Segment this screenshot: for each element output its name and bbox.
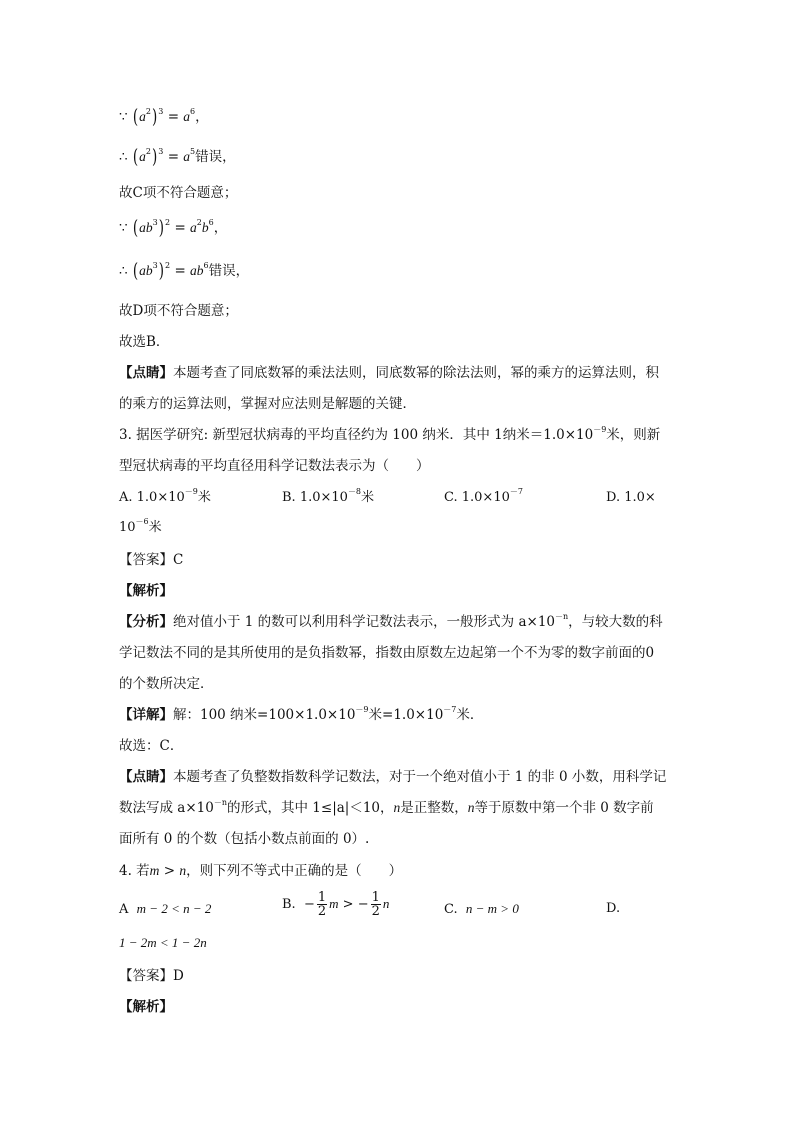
exponent: －n <box>213 798 227 807</box>
denominator: 2 <box>371 904 380 919</box>
exponent: 2 <box>165 261 171 270</box>
option-math: 1 − 2m < 1 − 2n <box>119 935 207 950</box>
option-label: B. <box>282 897 296 912</box>
minus: − <box>303 897 315 912</box>
var-ab: ab <box>190 263 204 278</box>
fraction <box>371 891 381 918</box>
exponent: 6 <box>203 261 209 270</box>
dianjing-text: 等于原数中第一个非 0 数字前 <box>474 800 654 816</box>
therefore-symbol: ∴ <box>119 263 128 279</box>
dianjing-1 <box>119 364 659 382</box>
q4-text: 4. 若 <box>119 863 150 879</box>
q3-option-b <box>282 489 374 507</box>
var-n: n <box>179 863 187 878</box>
paren-close: ) <box>158 216 165 240</box>
therefore-symbol: ∴ <box>119 149 128 165</box>
fraction <box>317 891 327 918</box>
var-a: a <box>183 109 191 124</box>
option-label: C. <box>444 902 458 917</box>
var-a: a <box>190 220 197 235</box>
exponent: 3 <box>158 147 164 156</box>
var-m: m <box>329 896 339 911</box>
punct: 错误， <box>195 149 236 165</box>
paren-open: ( <box>132 216 139 240</box>
gt: > <box>159 863 180 879</box>
line-choose-b: 故选B． <box>119 334 170 350</box>
q3-dianjing-3: 面所有 0 的个数（包括小数点前面的 0）. <box>119 831 370 847</box>
equals: = <box>174 220 186 236</box>
line-d-not-match: 故D项不符合题意； <box>119 303 238 319</box>
q4-stem <box>119 862 402 880</box>
q3-fenxi-1 <box>119 613 663 631</box>
option-unit: 米 <box>148 520 162 535</box>
dianjing-text: 数法写成 a×10 <box>119 800 214 816</box>
q3-text-end: 米，则新 <box>606 427 661 443</box>
paren-open: ( <box>132 259 139 283</box>
q4-answer: 【答案】D <box>119 968 184 984</box>
exponent: －n <box>555 612 569 621</box>
q4-analysis: 【解析】 <box>119 999 173 1015</box>
q4-text-end: ，则下列不等式中正确的是（ ） <box>186 863 403 879</box>
exponent: 2 <box>165 218 171 227</box>
fenxi-text-end: ，与较大数的科 <box>568 614 663 630</box>
tag-fenxi: 【分析】 <box>119 614 173 630</box>
punct: 错误， <box>208 263 250 279</box>
q3-text: 3. 据医学研究: 新型冠状病毒的平均直径约为 100 纳米．其中 1纳米＝1.0×10 <box>119 427 594 443</box>
option-text: C. 1.0×10 <box>444 490 510 505</box>
equals: = <box>167 149 179 165</box>
exponent: －8 <box>347 487 362 496</box>
option-text: B. 1.0×10 <box>282 490 348 505</box>
dianjing-text: 是正整数， <box>400 800 468 816</box>
proof-line-2 <box>119 145 236 169</box>
var-a: a <box>183 149 191 164</box>
var-b: b <box>201 220 209 235</box>
numerator: 1 <box>317 890 327 905</box>
because-symbol: ∵ <box>119 220 128 236</box>
tag-xiangjie: 【详解】 <box>119 707 173 723</box>
var-a: a <box>139 149 146 164</box>
q3-option-a <box>119 489 211 507</box>
q3-analysis: 【解析】 <box>119 583 173 599</box>
q3-guxuan: 故选：C． <box>119 738 184 754</box>
exponent: 2 <box>196 218 202 227</box>
option-math: m − 2 < n − 2 <box>136 901 212 916</box>
exponent: 3 <box>152 218 158 227</box>
exponent: 6 <box>208 218 214 227</box>
exponent: 6 <box>190 107 196 116</box>
q4-option-d <box>119 934 207 953</box>
exponent: －9 <box>593 425 607 434</box>
paren-close: ) <box>152 105 158 129</box>
exponent: 3 <box>152 261 158 270</box>
numerator: 1 <box>371 890 380 905</box>
exponent: －7 <box>443 705 457 714</box>
var-ab: ab <box>139 263 153 278</box>
paren-close: ) <box>152 145 158 169</box>
dianjing-text: 本题考查了负整数指数科学记数法，对于一个绝对值小于 1 的非 0 小数，用科学记 <box>173 769 667 785</box>
option-text: A. 1.0×10 <box>119 490 185 505</box>
paren-open: ( <box>132 105 139 129</box>
q4-option-b <box>282 891 389 918</box>
var-ab: ab <box>139 220 153 235</box>
proof-line-4 <box>119 216 228 240</box>
proof-line-5 <box>119 259 250 283</box>
q4-option-a <box>119 900 211 919</box>
xiangjie-end: 米． <box>456 707 484 723</box>
exponent: 5 <box>190 147 196 156</box>
q3-stem-1 <box>119 426 660 444</box>
proof-line-1 <box>119 105 209 129</box>
paren-close: ) <box>158 259 165 283</box>
option-unit: 米 <box>197 490 211 505</box>
q3-dianjing-2 <box>119 799 654 817</box>
line-c-not-match: 故C项不符合题意； <box>119 185 238 201</box>
tag-dianjing: 【点睛】 <box>119 769 173 785</box>
dianjing-text: 的形式，其中 1≤|a|＜10， <box>227 800 394 816</box>
paren-open: ( <box>132 145 139 169</box>
punct: ， <box>195 109 209 125</box>
option-text: 10 <box>119 520 136 535</box>
fenxi-text: 绝对值小于 1 的数可以利用科学记数法表示，一般形式为 a×10 <box>173 614 556 630</box>
because-symbol: ∵ <box>119 109 128 125</box>
dianjing-2: 的乘方的运算法则，掌握对应法则是解题的关键． <box>119 396 416 412</box>
exponent: －9 <box>184 487 198 496</box>
xiangjie-text: 解：100 纳米=100×1.0×10 <box>173 707 356 723</box>
var-n: n <box>393 800 401 815</box>
denominator: 2 <box>317 904 327 919</box>
exponent: 3 <box>158 107 164 116</box>
option-label: A <box>119 902 129 917</box>
q3-dianjing-1 <box>119 768 666 786</box>
q3-option-d-cont <box>119 519 162 537</box>
q3-fenxi-2: 学记数法不同的是其所使用的是负指数幂，指数由原数左边起第一个不为零的数字前面的0 <box>119 645 655 661</box>
q3-xiangjie <box>119 706 483 724</box>
q3-option-c <box>444 489 523 507</box>
q4-option-d-label: D. <box>606 901 621 916</box>
q3-option-d: D. 1.0× <box>606 490 656 505</box>
dianjing-text: 本题考查了同底数幂的乘法法则，同底数幂的除法法则，幂的乘方的运算法则，积 <box>173 365 659 381</box>
var-n: n <box>382 896 390 911</box>
q3-fenxi-3: 的个数所决定． <box>119 676 214 692</box>
gt: > − <box>338 897 369 912</box>
q3-stem-2: 型冠状病毒的平均直径用科学记数法表示为（ ） <box>119 458 430 474</box>
exponent: 2 <box>145 107 152 116</box>
q4-option-c <box>444 900 519 919</box>
option-unit: 米 <box>361 490 375 505</box>
equals: = <box>174 263 186 279</box>
equals: = <box>167 109 179 125</box>
punct: ， <box>213 220 228 236</box>
var-m: m <box>149 863 160 878</box>
xiangjie-mid: 米=1.0×10 <box>368 707 444 723</box>
exponent: －7 <box>509 487 523 496</box>
option-math: n − m > 0 <box>465 901 519 916</box>
exponent: －9 <box>355 705 369 714</box>
q3-answer: 【答案】C <box>119 552 184 568</box>
exponent: －6 <box>135 517 149 526</box>
tag-dianjing: 【点睛】 <box>119 365 173 381</box>
exponent: 2 <box>145 147 152 156</box>
var-a: a <box>139 109 146 124</box>
var-n: n <box>467 800 475 815</box>
